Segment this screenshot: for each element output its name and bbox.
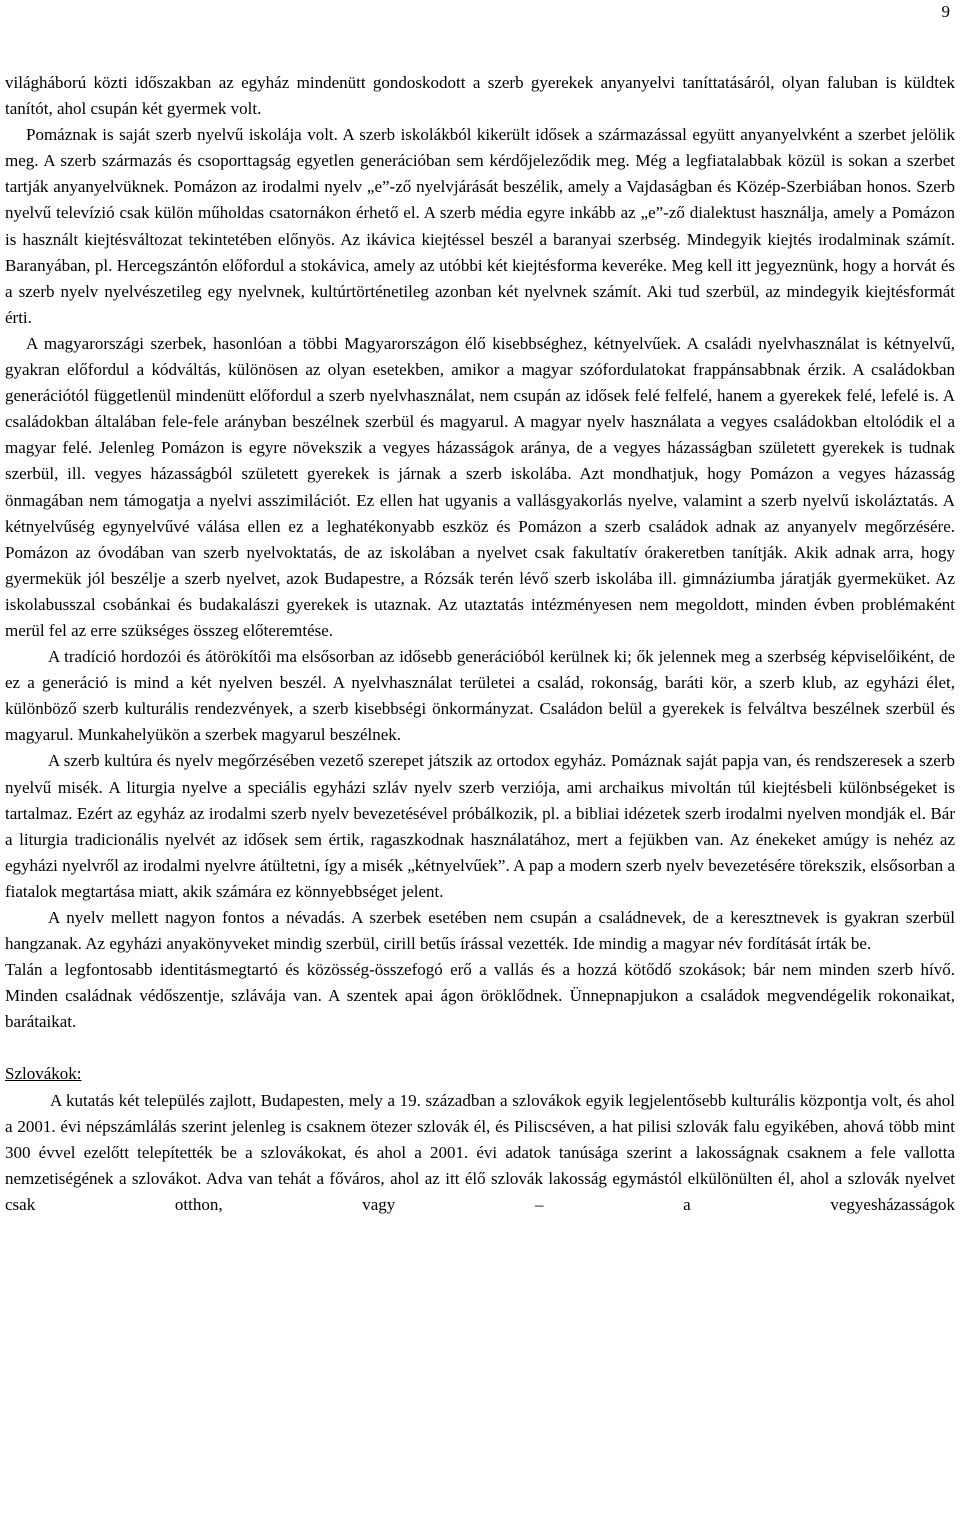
section-paragraph: A kutatás két település zajlott, Budapesten, mely a 19. században a szlovákok egyik legjelentősebb kulturális központja volt, és ahol a 2001. évi népszámlálás szerint jelenleg is csaknem ötezer szlovák él, és Piliscséven, a hat pilisi szlovák falu egyikében, ahová több mint 300 évvel ezelőtt telepítették be a szlovákokat, és ahol a 2001. évi adatok tanúsága szerint a lakosságnak csaknem a fele vallotta nemzetiségének a szlovákot. Adva van tehát a főváros, ahol az itt élő szlovák lakosság egymástól elkülönülten él, ahol a szlovák nyelvet csak otthon, vagy – a vegyesházasságok [5,1090,955,1214]
section-heading: Szlovákok: [5,1064,82,1084]
paragraph-3: A magyarországi szerbek, hasonlóan a többi Magyarországon élő kisebbséghez, kétnyelvűek. A családi nyelvhasználat is kétnyelvű, gyakran előfordul a kódváltás, különösen az olyan esetekben, amikor a magyar szófordulatokat frappánsabbnak érzik. A családokban generációtól függetlenül mindenütt előfordul a szerb nyelvhasználat, nem csupán az idősek felé felfelé, hanem a gyerekek felé, lefelé is. A családokban általában fele-fele arányban beszélnek szerbül és magyarul. A magyar nyelv használata a vegyes családokban eltolódik el a magyar felé. Jelenleg Pomázon is egyre növekszik a vegyes házasságok aránya, de a vegyes házasságban született gyerekek is tudnak szerbül, ill. vegyes házasságból született gyerekek is járnak a szerb iskolába. Azt mondhatjuk, hogy Pomázon a vegyes házasság önmagában nem támogatja a nyelvi asszimilációt. Ez ellen hat ugyanis a vallásgyakorlás nyelve, valamint a szerb nyelvű iskoláztatás. A kétnyelvűség egynyelvűvé válása ellen ez a leghatékonyabb eszköz és Pomázon a szerb családok adnak az anyanyelv megőrzésére. Pomázon az óvodában van szerb nyelvoktatás, de az iskolában a nyelvet csak fakultatív órakeretben tanítják. Akik adnak arra, hogy gyermekük jól beszélje a szerb nyelvet, azok Budapestre, a Rózsák terén lévő szerb iskolába ill. gimnáziumba járatják gyermeküket. Az iskolabusszal csobánkai és budakalászi gyerekek is utaznak. Az utaztatás intézményesen nem megoldott, minden évben problémaként merül fel az erre szükséges összeg előteremtése. [5,333,955,640]
paragraph-2: Pomáznak is saját szerb nyelvű iskolája volt. A szerb iskolákból kikerült idősek a származással együtt anyanyelvként a szerbet jelölik meg. A szerb származás és csoporttagság egyetlen generációban sem kérdőjeleződik meg. Még a legfiatalabbak közül is sokan a szerbet tartják anyanyelvüknek. Pomázon az irodalmi nyelv „e”-ző nyelvjárását beszélik, amely a Vajdaságban és Közép-Szerbiában honos. Szerb nyelvű televízió csak külön műholdas csatornákon érhető el. A szerb média egyre inkább az „e”-ző dialektust használja, amely a Pomázon is használt kiejtésváltozat tekintetében előnyös. Az ikávica kiejtéssel beszél a baranyai szerbség. Mindegyik kiejtés irodalminak számít. Baranyában, pl. Hercegszántón előfordul a stokávica, amely az utóbbi két kiejtésforma keveréke. Meg kell itt jegyeznünk, hogy a horvát és a szerb nyelv nyelvészetileg egy nyelvnek, kultúrtörténetileg azonban két nyelvnek számít. Aki tud szerbül, az mindegyik kiejtésformát érti. [5,125,955,327]
document-body [5,70,955,1218]
paragraph-5: A szerb kultúra és nyelv megőrzésében vezető szerepet játszik az ortodox egyház. Pomáznak saját papja van, és rendszeresek a szerb nyelvű misék. A liturgia nyelve a speciális egyházi szláv nyelv szerb verziója, ami archaikus mivoltán túl kiejtésbeli különbségeket is tartalmaz. Ezért az egyház az irodalmi szerb nyelv bevezetésével próbálkozik, pl. a bibliai idézetek szerb irodalmi nyelven mondják el. Bár a liturgia tradicionális nyelvét az idősek sem értik, ragaszkodnak használatához, mert a fejükben van. Az énekeket amúgy is nehéz az egyházi nyelvről az irodalmi nyelvre átültetni, így a misék „kétnyelvűek”. A pap a modern szerb nyelv bevezetésére törekszik, elsősorban a fiatalok megtartása miatt, akik számára ez könnyebbséget jelent. [5,751,955,901]
paragraph-6: A nyelv mellett nagyon fontos a névadás. A szerbek esetében nem csupán a családnevek, de a keresztnevek is gyakran szerbül hangzanak. Az egyházi anyakönyveket mindig szerbül, cirill betűs írással vezették. Ide mindig a magyar név fordítását írták be. [5,908,955,954]
paragraph-1: világháború közti időszakban az egyház mindenütt gondoskodott a szerb gyerekek anyanyelvi taníttatásáról, olyan faluban is küldtek tanítót, ahol csupán két gyermek volt. [5,73,955,119]
paragraph-7: Talán a legfontosabb identitásmegtartó és közösség-összefogó erő a vallás és a hozzá kötődő szokások; bár nem minden szerb hívő. Minden családnak védőszentje, szlávája van. A szentek apai ágon öröklődnek. Ünnepnapjukon a családok megvendégelik rokonaikat, barátaikat. [5,960,955,1032]
page-number: 9 [941,2,950,21]
paragraph-4: A tradíció hordozói és átörökítői ma elsősorban az idősebb generációból kerülnek ki; ők jelennek meg a szerbség képviselőiként, de ez a generáció is mind a két nyelven beszél. A nyelvhasználat területei a család, rokonság, baráti kör, a szerb klub, az egyházi élet, különböző szerb kulturális rendezvények, a szerb kisebbségi önkormányzat. Családon belül a gyerekek is felváltva beszélnek szerbül és magyarul. Munkahelyükön a szerbek magyarul beszélnek. [5,647,955,745]
